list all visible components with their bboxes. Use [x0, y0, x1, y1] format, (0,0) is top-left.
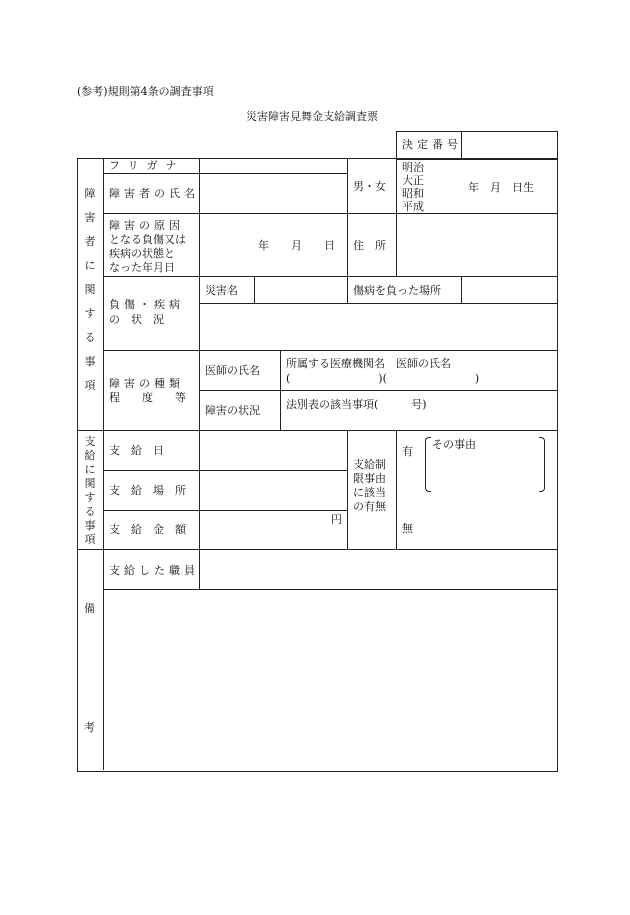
- reason-bracket-right: [539, 437, 545, 492]
- cause-date-units: 年 月 日: [258, 239, 335, 252]
- reason-label: その事由: [432, 438, 476, 451]
- cause-label-line1: 障害の原因: [109, 219, 184, 232]
- payment-place-field[interactable]: [203, 474, 343, 506]
- reason-field[interactable]: [432, 452, 536, 488]
- form-title: 災害障害見舞金支給調査票: [246, 110, 378, 123]
- institution-line: 所属する医療機関名 医師の氏名: [286, 357, 451, 370]
- injury-label-line1: 負傷・疾病: [109, 298, 184, 311]
- payment-place-label: 支 給 場 所: [109, 484, 186, 497]
- doctor-name-label: 医師の氏名: [205, 364, 260, 377]
- section-disability-heading: 障害者に関する事項: [84, 187, 96, 392]
- decision-number-field[interactable]: [466, 136, 552, 154]
- remarks-heading-bottom: 考: [84, 721, 95, 734]
- paying-staff-label: 支給した職員: [109, 564, 199, 577]
- remarks-heading-top: 備: [84, 602, 95, 615]
- injury-detail-field[interactable]: [203, 307, 552, 347]
- furigana-label: フリガナ: [109, 159, 185, 172]
- section-payment-heading: 支給に関する事項: [84, 435, 96, 546]
- disaster-name-label: 災害名: [205, 284, 238, 297]
- institution-parens[interactable]: ( )( ): [286, 372, 480, 385]
- address-label: 住 所: [353, 239, 386, 252]
- cause-label-line3: 疾病の状態と: [109, 247, 175, 260]
- restriction-no[interactable]: 無: [402, 522, 413, 535]
- payment-amount-field[interactable]: [203, 514, 323, 544]
- furigana-field[interactable]: [203, 160, 343, 172]
- payment-date-field[interactable]: [203, 434, 343, 466]
- sex-options[interactable]: 男・女: [353, 180, 386, 193]
- disabled-person-name-field[interactable]: [203, 178, 343, 208]
- type-label-line2: 程 度 等: [109, 391, 186, 404]
- payment-date-label: 支 給 日: [109, 444, 164, 457]
- era-meiji[interactable]: 明治: [402, 161, 424, 174]
- cause-label-line2: となる負傷又は: [109, 233, 186, 246]
- era-showa[interactable]: 昭和: [402, 187, 424, 200]
- condition-label: 障害の状況: [205, 404, 260, 417]
- era-heisei[interactable]: 平成: [402, 200, 424, 213]
- birth-date-units: 年 月 日生: [468, 181, 534, 194]
- restriction-yes[interactable]: 有: [402, 445, 413, 458]
- injury-place-field[interactable]: [465, 280, 552, 300]
- reason-bracket-left: [425, 437, 431, 492]
- injury-place-label: 傷病を負った場所: [353, 284, 441, 297]
- era-taisho[interactable]: 大正: [402, 174, 424, 187]
- address-field[interactable]: [400, 218, 552, 272]
- paying-staff-field[interactable]: [203, 553, 552, 585]
- amount-unit: 円: [331, 513, 342, 526]
- disaster-name-field[interactable]: [258, 280, 343, 300]
- decision-number-label: 決定番号: [402, 138, 462, 151]
- cause-label-line4: なった年月日: [109, 261, 175, 274]
- reference-note: (参考)規則第4条の調査事項: [77, 85, 214, 98]
- appendix-line[interactable]: 法別表の該当事項( 号): [286, 398, 427, 411]
- injury-label-line2: の 状 況: [109, 313, 164, 326]
- payment-amount-label: 支 給 金 額: [109, 523, 186, 536]
- remarks-field[interactable]: [107, 593, 552, 766]
- type-label-line1: 障害の種類: [109, 377, 184, 390]
- restriction-label: 支給制限事由に該当の有無: [353, 458, 386, 513]
- disabled-person-name-label: 障害者の氏名: [109, 187, 199, 200]
